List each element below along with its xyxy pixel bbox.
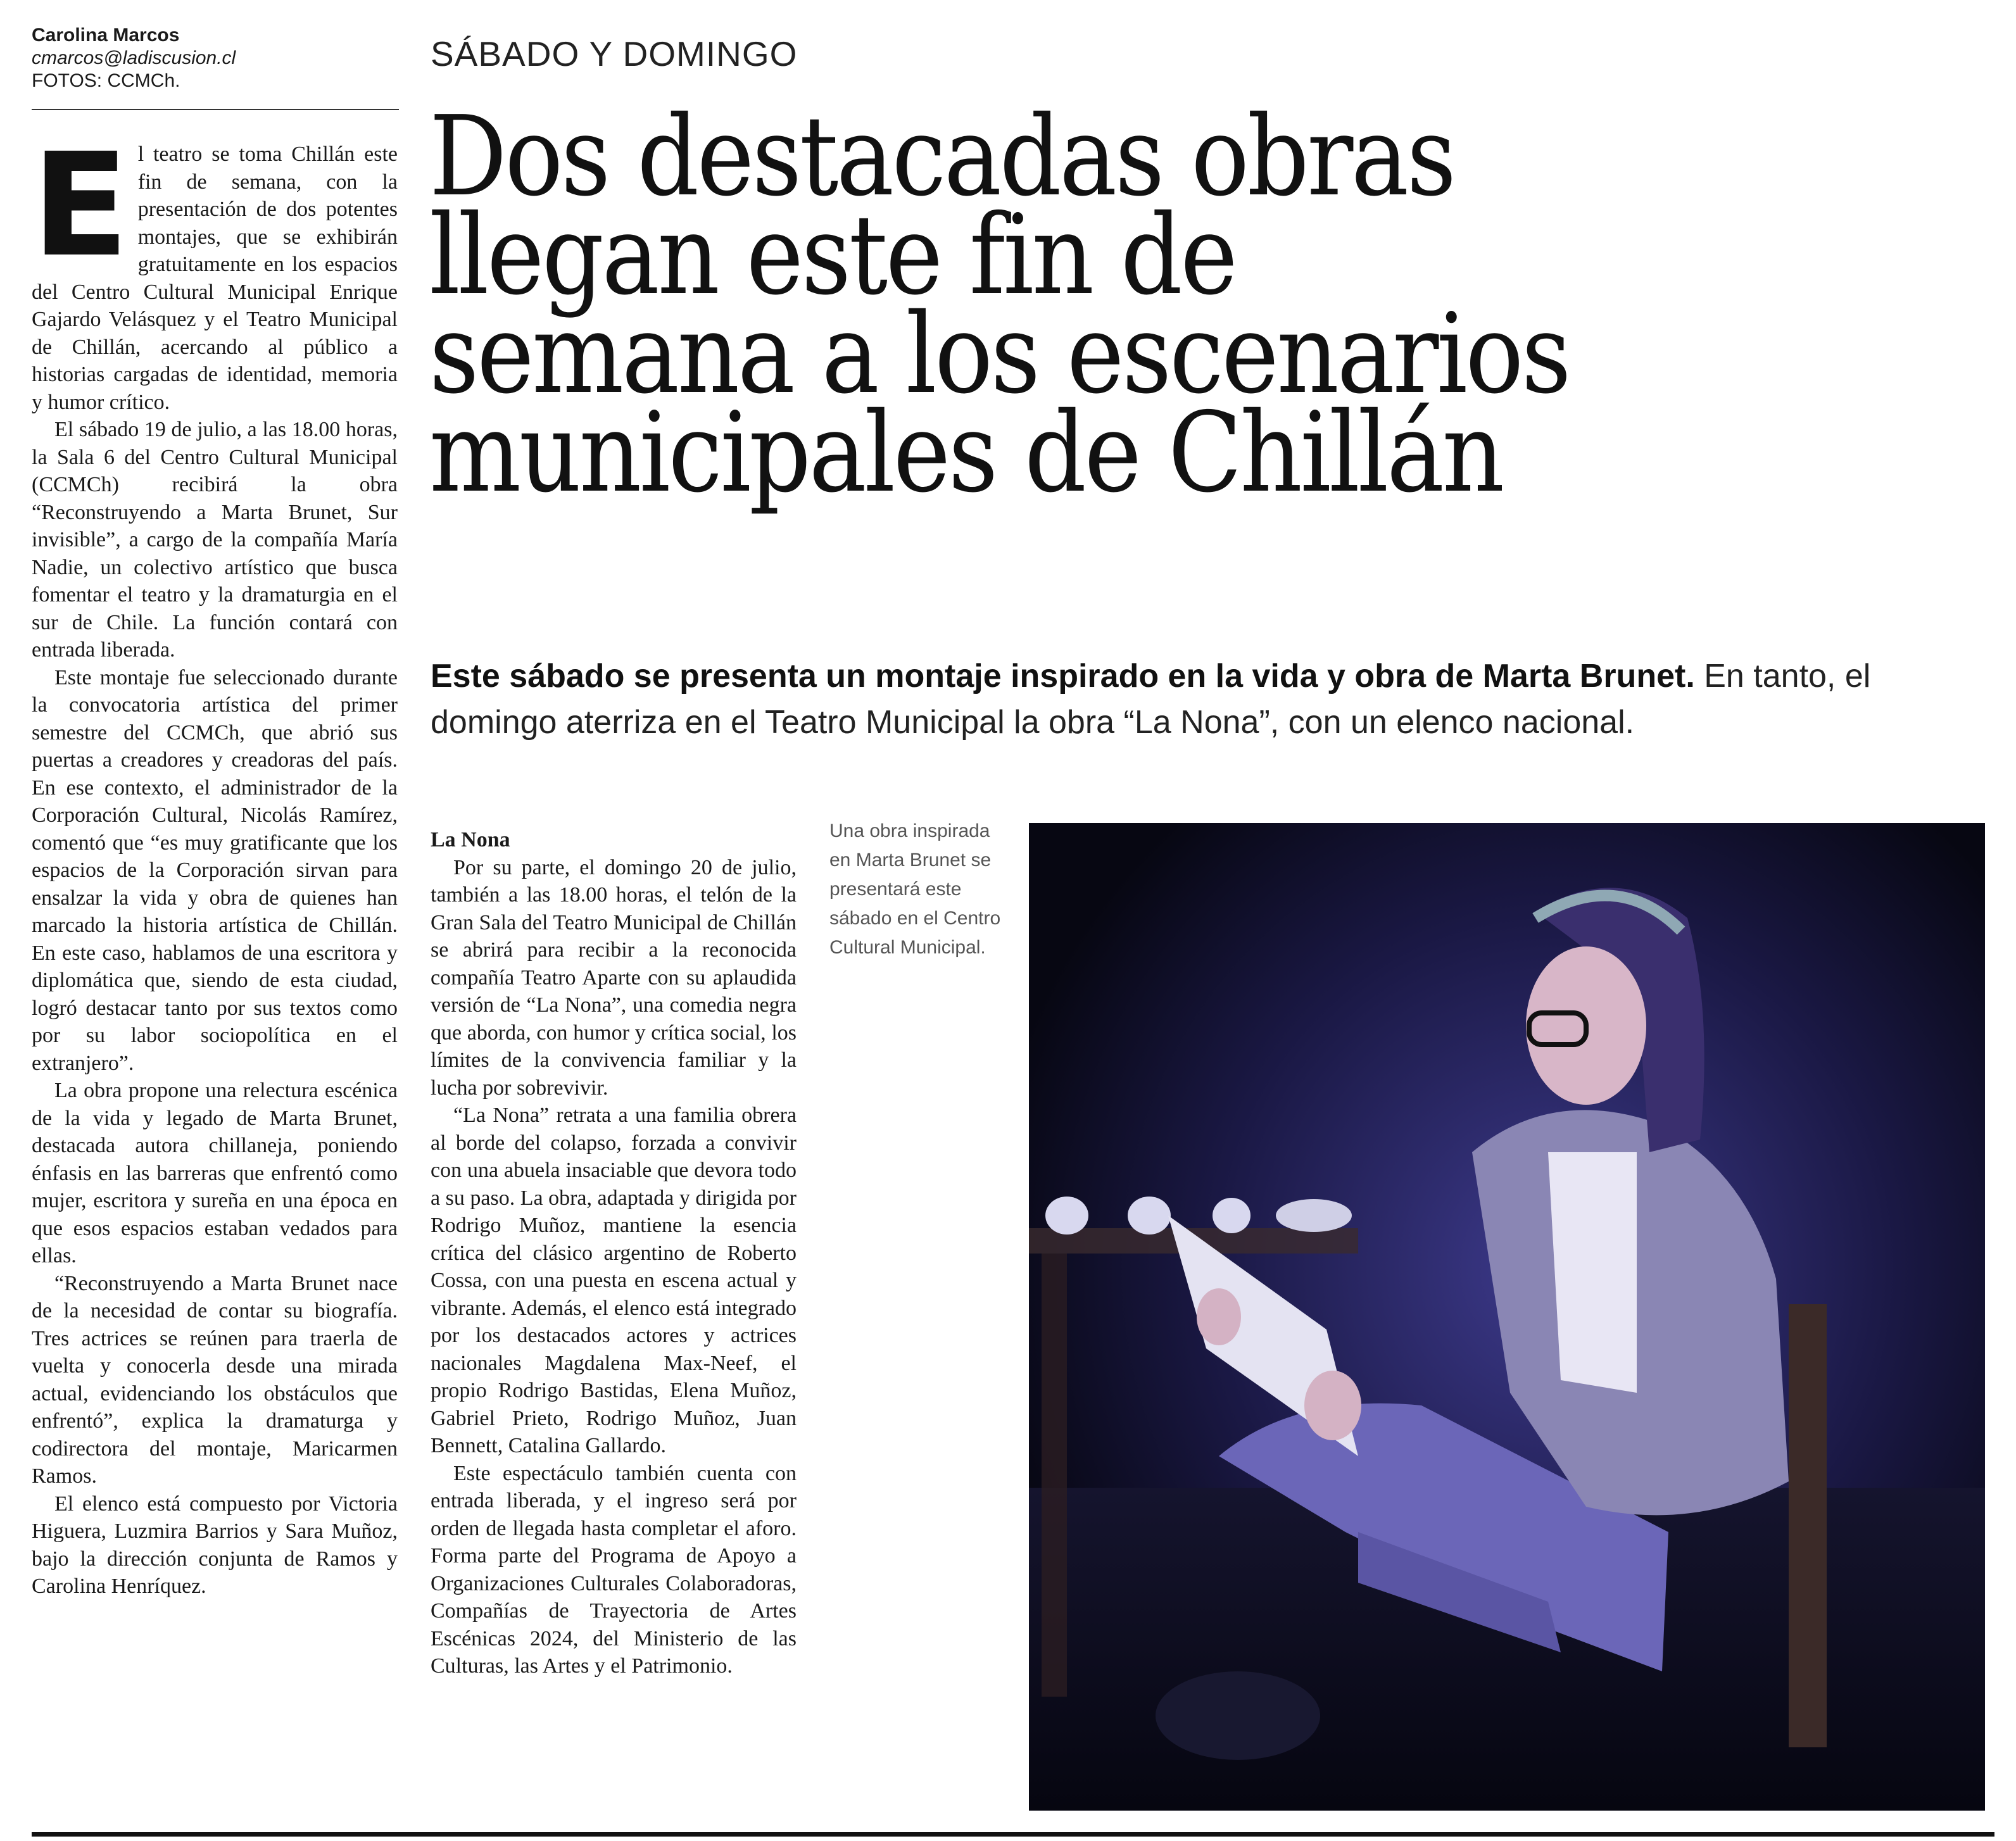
subhead: La Nona [431, 828, 510, 851]
headline-line: semana a los escenarios [429, 290, 1570, 418]
page-bottom-rule [32, 1832, 1994, 1837]
paragraph: Este espectáculo también cuenta con entrada liberada, y el ingreso será por orden de llegada hasta completar el aforo. Forma parte del Programa de Apoyo a Organizaciones Culturales Colaboradoras, Compañías de Trayectoria de Artes Escénicas 2024, del Ministerio de las Culturas, las Artes y el Patrimonio. [431, 1461, 797, 1678]
deck-regular: En tanto, el domingo aterriza en el Teatro Municipal la obra “La Nona”, con un elenco nacional. [431, 658, 1871, 741]
article-headline [429, 92, 1811, 517]
byline-divider [32, 109, 399, 110]
headline-line: Dos destacadas obras [429, 92, 1454, 221]
paragraph: Por su parte, el domingo 20 de julio, también a las 18.00 horas, el telón de la Gran Sala del Teatro Municipal de Chillán se abrirá para recibir a la reconocida compañía Teatro Aparte con su aplaudida versión de “La Nona”, una comedia negra que aborda, con humor y crítica social, los límites de la convivencia familiar y la lucha por sobrevivir. [431, 855, 797, 1100]
article-photo [1029, 823, 1985, 1811]
paragraph [32, 123, 398, 416]
drop-cap: E [32, 123, 129, 289]
deck-bold: Este sábado se presenta un montaje inspirado en la vida y obra de Marta Brunet. [431, 658, 1695, 694]
article-deck [431, 653, 1988, 746]
byline-author: Carolina Marcos [32, 25, 180, 46]
photo-actress-reading-illustration [1029, 823, 1985, 1811]
section-kicker: SÁBADO Y DOMINGO [431, 34, 798, 73]
left-text-column [32, 123, 398, 1600]
middle-text-column [431, 826, 797, 1680]
paragraph: El elenco está compuesto por Victoria Higuera, Luzmira Barrios y Sara Muñoz, bajo la dirección conjunta de Ramos y Carolina Henríquez. [32, 1492, 398, 1598]
headline-line: llegan este fin de [429, 191, 1236, 320]
byline-email[interactable]: cmarcos@ladiscusion.cl [32, 47, 236, 68]
paragraph: “Reconstruyendo a Marta Brunet nace de la necesidad de contar su biografía. Tres actrices se reúnen para traerla de vuelta y conocerla desde una mirada actual, evidenciando los obstáculos que enfrentó”, explica la dramaturga y codirectora del montaje, Maricarmen Ramos. [32, 1271, 398, 1488]
paragraph: “La Nona” retrata a una familia obrera al borde del colapso, forzada a convivir con una abuela insaciable que devora todo a su paso. La obra, adaptada y dirigida por Rodrigo Muñoz, mantiene la esencia crítica del clásico argentino de Roberto Cossa, con una puesta en escena actual y vibrante. Además, el elenco está integrado por los destacados actores y actrices nacionales Magdalena Max-Neef, el propio Rodrigo Bastidas, Elena Muñoz, Gabriel Prieto, Rodrigo Muñoz, Juan Bennett, Catalina Gallardo. [431, 1103, 797, 1457]
paragraph: La obra propone una relectura escénica de la vida y legado de Marta Brunet, destacada autora chillaneja, poniendo énfasis en las barreras que enfrentó como mujer, escritora y sureña en una época en que esos espacios estaban vedados para ellas. [32, 1079, 398, 1267]
paragraph-text: l teatro se toma Chillán este fin de semana, con la presentación de dos potentes montajes, que se exhibirán gratuitamente en los espacios del Centro Cultural Municipal Enrique Gajardo Velásquez y el Teatro Municipal de Chillán, acercando al público a historias cargadas de identidad, memoria y humor crítico. [32, 142, 398, 414]
paragraph: El sábado 19 de julio, a las 18.00 horas, la Sala 6 del Centro Cultural Municipal (CCMCh) recibirá la obra “Reconstruyendo a Marta Brunet, Sur invisible”, a cargo de la compañía María Nadie, un colectivo artístico que busca fomentar el teatro y la dramaturgia en el sur de Chile. La función contará con entrada liberada. [32, 418, 398, 662]
byline-photo-credit: FOTOS: CCMCh. [32, 70, 180, 91]
byline [32, 24, 399, 92]
photo-caption: Una obra inspirada en Marta Brunet se presentará este sábado en el Centro Cultural Municipal. [829, 820, 1001, 958]
headline-line: municipales de Chillán [429, 389, 1503, 517]
paragraph: Este montaje fue seleccionado durante la convocatoria artística del primer semestre del CCMCh, que abrió sus puertas a creadores y creadoras del país. En ese contexto, el administrador de la Corporación Cultural, Nicolás Ramírez, comentó que “es muy gratificante que los espacios de la Corporación sirvan para ensalzar la vida y obra de quienes han marcado la historia artística de Chillán. En este caso, hablamos de una escritora y diplomática que, siendo de esta ciudad, logró destacar tanto por sus textos como por su labor sociopolítica en el extranjero”. [32, 665, 398, 1075]
